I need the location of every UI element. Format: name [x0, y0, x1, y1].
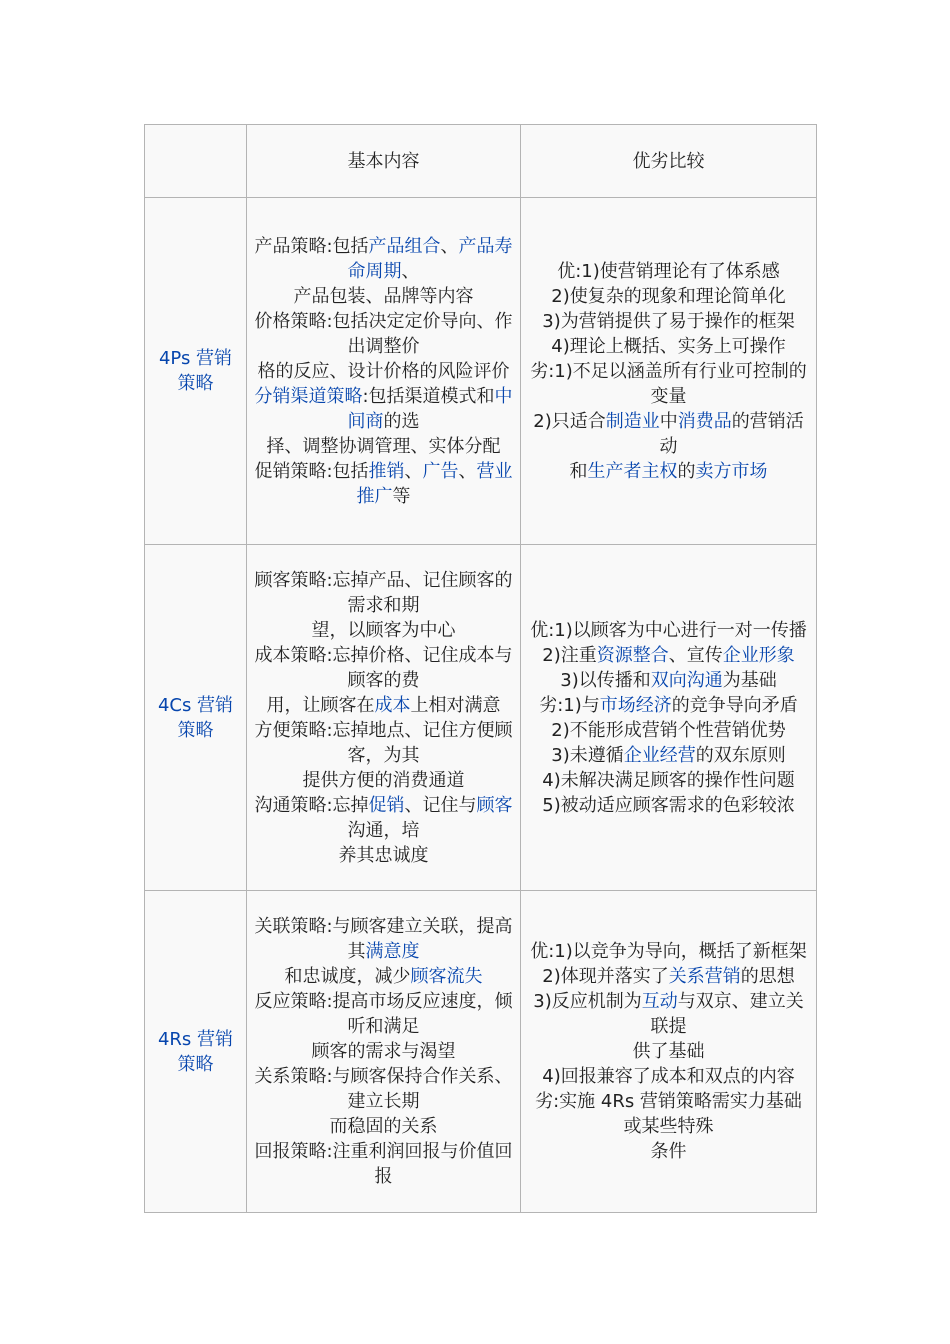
text-segment: 2)不能形成营销个性营销优势: [551, 719, 786, 741]
text-line: [253, 359, 514, 384]
wiki-link[interactable]: 卖方市场: [695, 460, 768, 482]
wiki-link[interactable]: 产品寿命周期: [347, 235, 513, 282]
text-segment: 望，以顾客为中心: [311, 619, 456, 641]
text-line: [527, 939, 810, 964]
text-segment: 供了基础: [632, 1041, 705, 1062]
wiki-link[interactable]: 产品组合: [368, 235, 441, 257]
text-segment: 反应策略:提高市场反应速度，倾听和满足: [254, 991, 513, 1037]
text-line: [527, 693, 810, 718]
text-line: [253, 768, 514, 793]
text-segment: 、: [404, 460, 423, 482]
marketing-strategy-comparison-table: [144, 124, 817, 1213]
text-line: [527, 334, 810, 359]
text-segment: 优:1)使营销理论有了体系感: [557, 260, 780, 282]
text-line: [253, 284, 514, 309]
text-segment: 回报策略:注重利润回报与价值回报: [254, 1141, 513, 1187]
text-line: [253, 914, 514, 964]
text-segment: 4)未解决满足顾客的操作性问题: [542, 769, 795, 791]
text-line: [253, 618, 514, 643]
text-segment: 4)理论上概括、实务上可操作: [551, 335, 786, 357]
wiki-link[interactable]: 互动: [641, 991, 678, 1012]
text-line: [527, 793, 810, 818]
wiki-link[interactable]: 满意度: [365, 941, 420, 962]
text-line: [253, 1139, 514, 1189]
text-segment: 4)回报兼容了成本和双点的内容: [542, 1066, 795, 1087]
text-line: [253, 309, 514, 359]
table-row: [145, 545, 817, 891]
text-segment: 而稳固的关系: [329, 1116, 438, 1137]
text-segment: 择、调整协调管理、实体分配: [266, 435, 501, 457]
wiki-link[interactable]: 顾客流失: [410, 966, 483, 987]
text-line: [253, 964, 514, 989]
text-line: [527, 1064, 810, 1089]
text-segment: 劣:实施 4Rs 营销策略需实力基础或某些特殊: [535, 1091, 802, 1137]
text-line: [527, 964, 810, 989]
wiki-link[interactable]: 推销: [368, 460, 405, 482]
text-line: [253, 643, 514, 693]
text-line: [253, 693, 514, 718]
text-segment: 3)未遵循: [551, 744, 624, 766]
text-line: [253, 1039, 514, 1064]
text-line: [527, 359, 810, 409]
text-segment: 条件: [650, 1141, 687, 1162]
text-segment: 为基础: [722, 669, 777, 691]
text-segment: 关系策略:与顾客保持合作关系、建立长期: [254, 1066, 513, 1112]
text-segment: 、: [458, 460, 477, 482]
text-segment: 养其忠诚度: [338, 844, 429, 866]
text-line: [527, 989, 810, 1039]
text-segment: 沟通，培: [347, 819, 420, 841]
basic-content-cell: [247, 545, 521, 891]
text-line: [253, 843, 514, 868]
wiki-link[interactable]: 资源整合: [596, 644, 669, 666]
text-line: [527, 718, 810, 743]
text-line: [253, 568, 514, 618]
text-segment: 等: [392, 485, 411, 507]
text-segment: 价格策略:包括决定定价导向、作出调整价: [254, 310, 513, 357]
wiki-link[interactable]: 营业推广: [356, 460, 513, 507]
wiki-link[interactable]: 制造业: [605, 410, 660, 432]
text-line: [253, 234, 514, 284]
text-line: [527, 743, 810, 768]
text-line: [527, 668, 810, 693]
text-line: [527, 284, 810, 309]
text-segment: 优:1)以竞争为导向，概括了新框架: [530, 941, 807, 962]
wiki-link[interactable]: 顾客: [476, 794, 513, 816]
comparison-cell: [521, 198, 817, 545]
text-segment: 产品策略:包括: [254, 235, 369, 257]
header-blank-cell: [145, 125, 247, 198]
text-segment: 、记住与: [404, 794, 477, 816]
text-segment: 的营销活动: [659, 410, 804, 457]
text-segment: 的选: [383, 410, 420, 432]
text-segment: 与双京、建立关联提: [650, 991, 804, 1037]
text-segment: 3)以传播和: [560, 669, 651, 691]
wiki-link[interactable]: 中间商: [347, 385, 513, 432]
text-segment: 提供方便的消费通道: [302, 769, 465, 791]
text-segment: 2)使复杂的现象和理论简单化: [551, 285, 786, 307]
text-line: [527, 259, 810, 284]
text-segment: 2)只适合: [533, 410, 606, 432]
text-line: [253, 793, 514, 843]
text-segment: 劣:1)与: [539, 694, 600, 716]
text-segment: 顾客的需求与渴望: [311, 1041, 456, 1062]
comparison-cell: [521, 545, 817, 891]
text-segment: 促销策略:包括: [254, 460, 369, 482]
text-segment: 的双东原则: [695, 744, 786, 766]
wiki-link[interactable]: 市场经济: [599, 694, 672, 716]
text-segment: 、: [401, 260, 420, 282]
row-strategy-name[interactable]: 4Cs 营销策略: [145, 545, 247, 891]
text-line: [527, 309, 810, 334]
header-row: [145, 125, 817, 198]
text-segment: 格的反应、设计价格的风险评价: [257, 360, 510, 382]
text-segment: 用，让顾客在: [266, 694, 375, 716]
text-line: [527, 768, 810, 793]
text-segment: :包括渠道模式和: [362, 385, 495, 407]
wiki-link[interactable]: 企业形象: [722, 644, 795, 666]
text-segment: 3)反应机制为: [533, 991, 642, 1012]
text-segment: 沟通策略:忘掉: [254, 794, 369, 816]
wiki-link[interactable]: 生产者主权: [587, 460, 678, 482]
wiki-link[interactable]: 双向沟通: [650, 669, 723, 691]
text-segment: 2)注重: [542, 644, 597, 666]
text-segment: 方便策略:忘掉地点、记住方便顾客，为其: [254, 719, 513, 766]
table-row: [145, 891, 817, 1213]
text-line: [253, 384, 514, 434]
wiki-link[interactable]: 促销: [368, 794, 405, 816]
text-line: [527, 459, 810, 484]
text-segment: 顾客策略:忘掉产品、记住顾客的需求和期: [254, 569, 513, 616]
text-segment: 、: [440, 235, 459, 257]
text-line: [253, 1064, 514, 1114]
text-segment: 的: [677, 460, 696, 482]
text-segment: 3)为营销提供了易于操作的框架: [542, 310, 795, 332]
text-segment: 和忠诚度，减少: [284, 966, 411, 987]
header-comparison: 优劣比较: [521, 125, 817, 198]
text-segment: 的思想: [740, 966, 795, 987]
text-line: [253, 718, 514, 768]
wiki-link[interactable]: 成本: [374, 694, 411, 716]
text-line: [527, 1139, 810, 1164]
wiki-link[interactable]: 企业经营: [623, 744, 696, 766]
header-basic-content: 基本内容: [247, 125, 521, 198]
text-line: [527, 409, 810, 459]
row-strategy-name[interactable]: 4Rs 营销策略: [145, 891, 247, 1213]
basic-content-cell: [247, 198, 521, 545]
wiki-link[interactable]: 分销渠道策略: [254, 385, 363, 407]
text-segment: 5)被动适应顾客需求的色彩较浓: [542, 794, 795, 816]
text-segment: 劣:1)不足以涵盖所有行业可控制的变量: [530, 360, 807, 407]
text-segment: 产品包装、品牌等内容: [293, 285, 474, 307]
text-segment: 和: [569, 460, 588, 482]
text-line: [527, 643, 810, 668]
text-line: [527, 618, 810, 643]
text-line: [253, 434, 514, 459]
wiki-link[interactable]: 消费品: [677, 410, 732, 432]
text-segment: 中: [659, 410, 678, 432]
basic-content-cell: [247, 891, 521, 1213]
wiki-link[interactable]: 广告: [422, 460, 459, 482]
text-line: [527, 1039, 810, 1064]
text-segment: 、宣传: [668, 644, 723, 666]
table-row: [145, 198, 817, 545]
text-line: [253, 989, 514, 1039]
text-segment: 优:1)以顾客为中心进行一对一传播: [530, 619, 807, 641]
text-line: [527, 1089, 810, 1139]
text-segment: 上相对满意: [410, 694, 501, 716]
text-segment: 成本策略:忘掉价格、记住成本与顾客的费: [254, 644, 513, 691]
text-segment: 关联策略:与顾客建立关联，提高其: [254, 916, 513, 962]
text-segment: 2)体现并落实了: [542, 966, 669, 987]
text-segment: 的竞争导向矛盾: [671, 694, 798, 716]
text-line: [253, 1114, 514, 1139]
wiki-link[interactable]: 关系营销: [668, 966, 741, 987]
row-strategy-name[interactable]: 4Ps 营销策略: [145, 198, 247, 545]
comparison-cell: [521, 891, 817, 1213]
text-line: [253, 459, 514, 509]
